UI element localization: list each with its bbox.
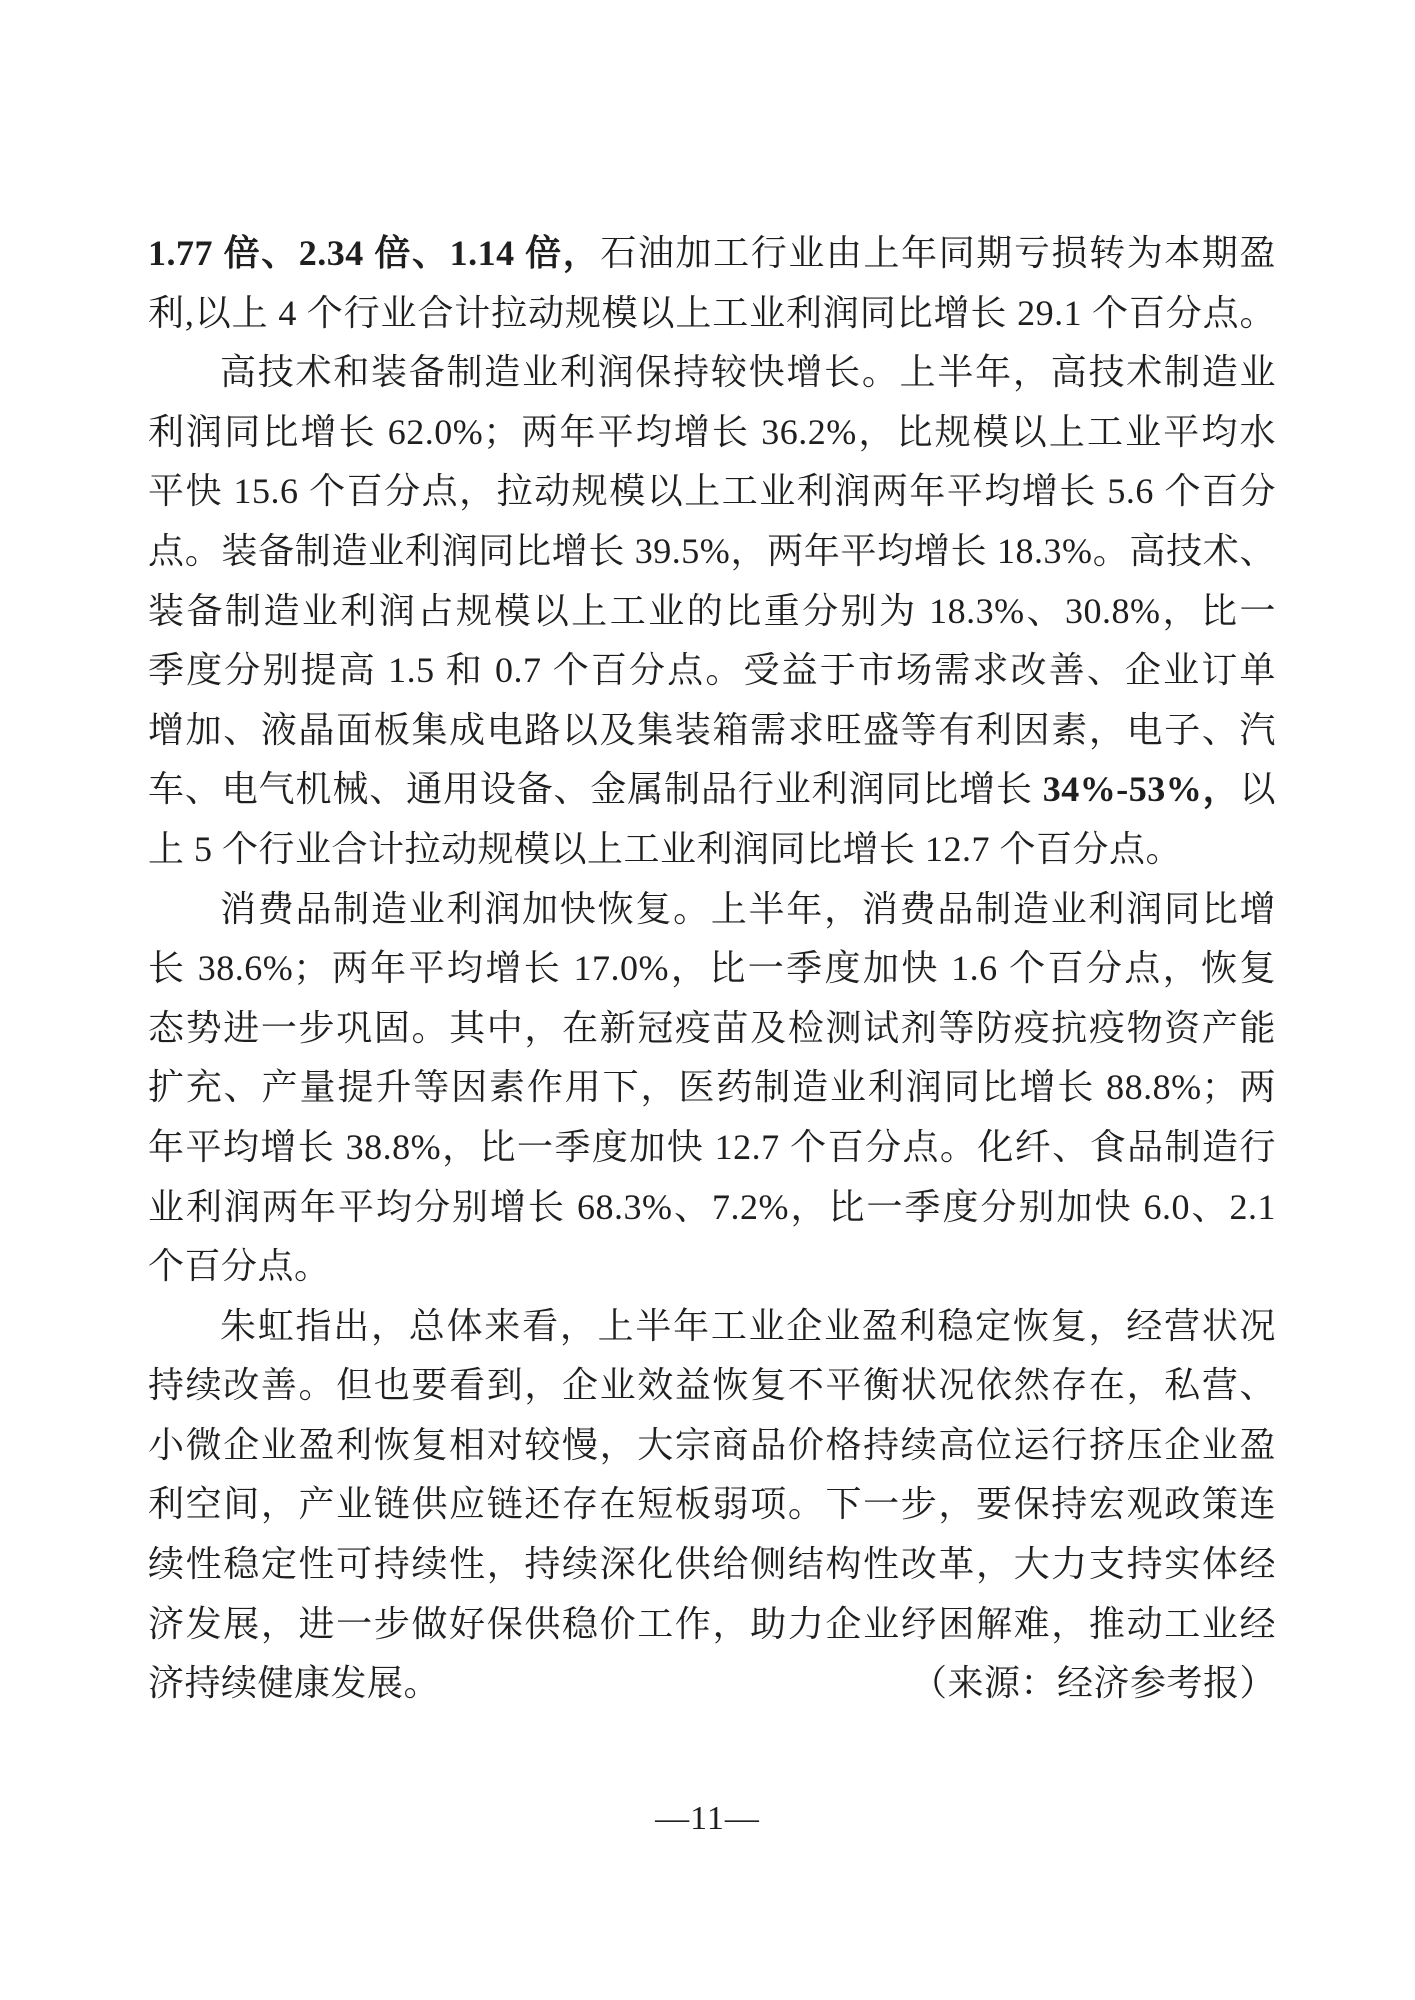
text-line bbox=[148, 582, 1276, 642]
text-line bbox=[148, 1118, 1276, 1178]
text-line bbox=[148, 284, 1276, 344]
text-line bbox=[148, 880, 1276, 940]
text-run: 以 bbox=[1239, 769, 1276, 810]
text-line bbox=[148, 1237, 1276, 1297]
text-run: 车、电气机械、通用设备、金属制品行业利润同比增长 bbox=[148, 769, 1043, 810]
text-line bbox=[148, 1058, 1276, 1118]
text-run: 上 5 个行业合计拉动规模以上工业利润同比增长 12.7 个百分点。 bbox=[148, 828, 1183, 869]
text-run: 朱虹指出，总体来看，上半年工业企业盈利稳定恢复，经营状况 bbox=[220, 1305, 1276, 1346]
text-run: 装备制造业利润占规模以上工业的比重分别为 18.3%、30.8%，比一 bbox=[148, 590, 1276, 631]
text-run: 持续改善。但也要看到，企业效益恢复不平衡状况依然存在，私营、 bbox=[148, 1365, 1276, 1406]
text-run: 年平均增长 38.8%，比一季度加快 12.7 个百分点。化纤、食品制造行 bbox=[148, 1126, 1276, 1167]
text-run: 长 38.6%；两年平均增长 17.0%，比一季度加快 1.6 个百分点，恢复 bbox=[148, 948, 1276, 989]
text-line bbox=[148, 522, 1276, 582]
text-line bbox=[148, 701, 1276, 761]
text-line bbox=[148, 1356, 1276, 1416]
text-run: 利空间，产业链供应链还存在短板弱项。下一步，要保持宏观政策连 bbox=[148, 1484, 1276, 1525]
text-run: 态势进一步巩固。其中，在新冠疫苗及检测试剂等防疫抗疫物资产能 bbox=[148, 1007, 1276, 1048]
text-run: 续性稳定性可持续性，持续深化供给侧结构性改革，大力支持实体经 bbox=[148, 1544, 1276, 1585]
text-line bbox=[148, 999, 1276, 1059]
text-line bbox=[148, 224, 1276, 284]
text-run: 增加、液晶面板集成电路以及集装箱需求旺盛等有利因素，电子、汽 bbox=[148, 709, 1276, 750]
text-run: 点。装备制造业利润同比增长 39.5%，两年平均增长 18.3%。高技术、 bbox=[148, 530, 1276, 571]
text-run: 平快 15.6 个百分点，拉动规模以上工业利润两年平均增长 5.6 个百分 bbox=[148, 471, 1276, 512]
text-line bbox=[148, 1178, 1276, 1238]
text-run: 业利润两年平均分别增长 68.3%、7.2%，比一季度分别加快 6.0、2.1 bbox=[148, 1186, 1276, 1227]
text-line bbox=[148, 1297, 1276, 1357]
text-run: 济发展，进一步做好保供稳价工作，助力企业纾困解难，推动工业经 bbox=[148, 1603, 1276, 1644]
text-line bbox=[148, 820, 1276, 880]
text-run: 个百分点。 bbox=[148, 1246, 331, 1287]
text-line bbox=[148, 939, 1276, 999]
text-run: 石油加工行业由上年同期亏损转为本期盈 bbox=[600, 233, 1276, 273]
text-run: 扩充、产量提升等因素作用下，医药制造业利润同比增长 88.8%；两 bbox=[148, 1067, 1276, 1108]
text-line bbox=[148, 1654, 1276, 1714]
text-line bbox=[148, 1535, 1276, 1595]
text-line bbox=[148, 641, 1276, 701]
closing-text: 济持续健康发展。 bbox=[148, 1663, 441, 1704]
bold-text-run: 34%-53%， bbox=[1042, 769, 1240, 810]
text-run: 利润同比增长 62.0%；两年平均增长 36.2%，比规模以上工业平均水 bbox=[148, 411, 1276, 452]
text-run: 高技术和装备制造业利润保持较快增长。上半年，高技术制造业 bbox=[220, 352, 1276, 393]
text-line bbox=[148, 1416, 1276, 1476]
text-line bbox=[148, 1475, 1276, 1535]
bold-text-run: 1.77 倍、2.34 倍、1.14 倍， bbox=[148, 233, 601, 273]
text-line bbox=[148, 1595, 1276, 1655]
text-run: 小微企业盈利恢复相对较慢，大宗商品价格持续高位运行挤压企业盈 bbox=[148, 1424, 1276, 1465]
text-line bbox=[148, 403, 1276, 463]
page-number: —11— bbox=[655, 1800, 760, 1837]
text-line bbox=[148, 760, 1276, 820]
text-run: 利,以上 4 个行业合计拉动规模以上工业利润同比增长 29.1 个百分点。 bbox=[148, 292, 1276, 333]
source-attribution: （来源：经济参考报） bbox=[910, 1663, 1276, 1704]
text-line bbox=[148, 343, 1276, 403]
text-line bbox=[148, 462, 1276, 522]
text-run: 消费品制造业利润加快恢复。上半年，消费品制造业利润同比增 bbox=[220, 888, 1276, 929]
text-body bbox=[148, 224, 1276, 1714]
text-run: 季度分别提高 1.5 和 0.7 个百分点。受益于市场需求改善、企业订单 bbox=[148, 650, 1276, 691]
